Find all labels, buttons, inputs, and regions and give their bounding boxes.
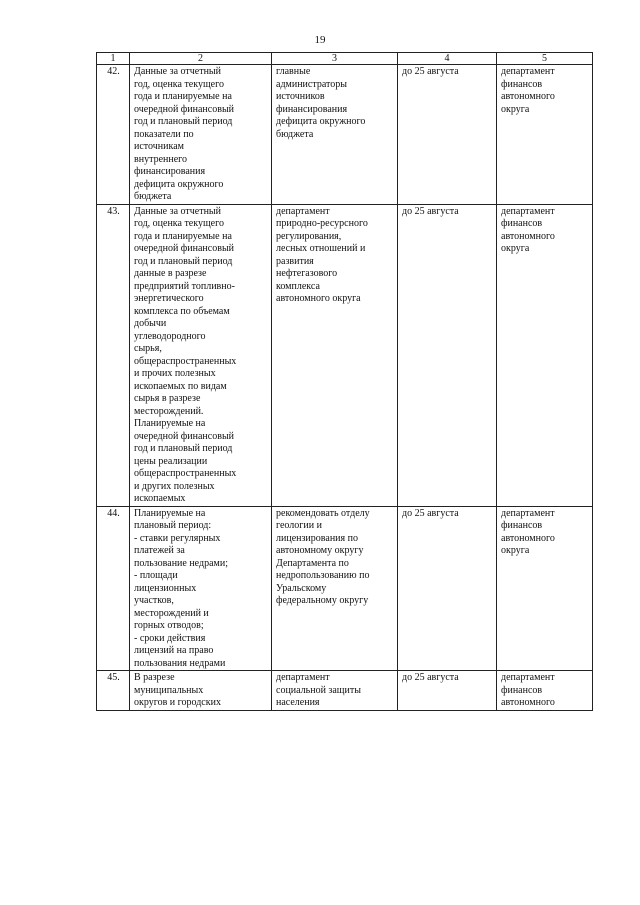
row-provider: департамент социальной защиты населения — [272, 671, 398, 711]
column-header: 1 — [97, 53, 130, 65]
row-provider: рекомендовать отделу геологии и лицензирования по автономному округу Департамента по недропользованию по Уральскому федеральному округу — [272, 506, 398, 671]
table-row — [97, 506, 593, 671]
row-number: 43. — [97, 204, 130, 506]
column-header: 3 — [272, 53, 398, 65]
row-recipient: департамент финансов автономного округа — [497, 506, 593, 671]
row-number: 45. — [97, 671, 130, 711]
row-recipient: департамент финансов автономного округа — [497, 65, 593, 205]
row-description: Планируемые на плановый период: - ставки регулярных платежей за пользование недрами; - площади лицензионных участков, месторождений и горных отводов; - сроки действия лицензий на право пользования недрами — [130, 506, 272, 671]
table-header-row — [97, 53, 593, 65]
row-deadline: до 25 августа — [398, 204, 497, 506]
column-header: 4 — [398, 53, 497, 65]
row-recipient: департамент финансов автономного — [497, 671, 593, 711]
page-number: 19 — [314, 34, 326, 46]
row-deadline: до 25 августа — [398, 671, 497, 711]
row-deadline: до 25 августа — [398, 65, 497, 205]
row-description: В разрезе муниципальных округов и городских — [130, 671, 272, 711]
row-description: Данные за отчетный год, оценка текущего года и планируемые на очередной финансовый год и плановый период показатели по источникам внутреннего финансирования дефицита окружного бюджета — [130, 65, 272, 205]
row-deadline: до 25 августа — [398, 506, 497, 671]
row-description: Данные за отчетный год, оценка текущего года и планируемые на очередной финансовый год и плановый период данные в разрезе предприятий топливно- энергетического комплекса по объемам добычи углеводородного сырья, общераспространенных и прочих полезных ископаемых по видам сырья в разрезе месторождений. Планируемые на очередной финансовый год и плановый период цены реализации общераспространенных и других полезных ископаемых — [130, 204, 272, 506]
row-provider: департамент природно-ресурсного регулирования, лесных отношений и развития нефтегазового комплекса автономного округа — [272, 204, 398, 506]
table-row — [97, 65, 593, 205]
row-number: 44. — [97, 506, 130, 671]
data-submission-table — [96, 52, 593, 711]
row-recipient: департамент финансов автономного округа — [497, 204, 593, 506]
row-number: 42. — [97, 65, 130, 205]
table-row — [97, 671, 593, 711]
row-provider: главные администраторы источников финансирования дефицита окружного бюджета — [272, 65, 398, 205]
column-header: 2 — [130, 53, 272, 65]
column-header: 5 — [497, 53, 593, 65]
table-row — [97, 204, 593, 506]
